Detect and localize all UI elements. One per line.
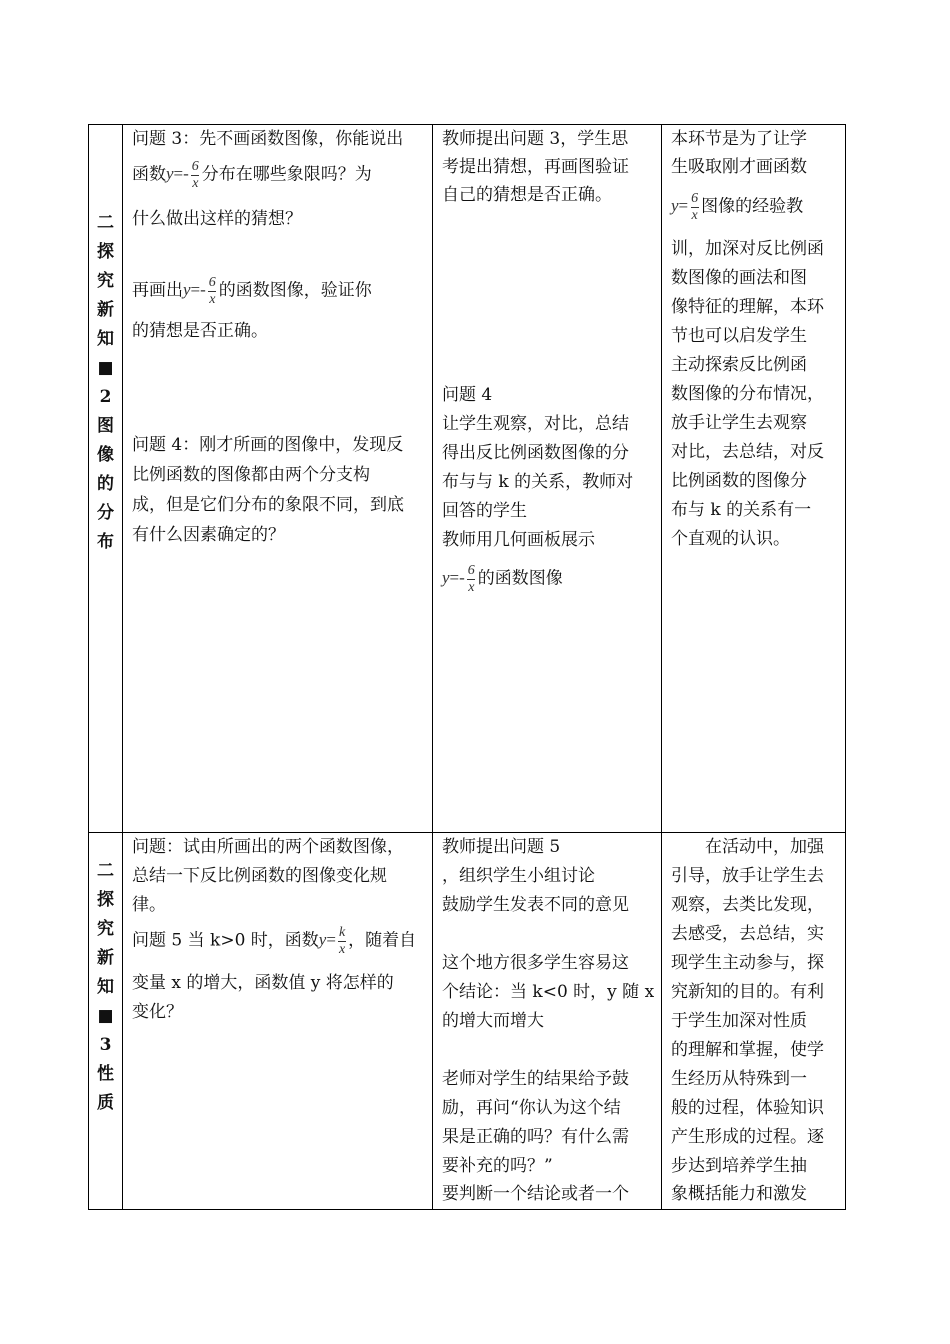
question-line: 问题：试由所画出的两个函数图像， [132, 837, 404, 857]
intent-line: 对比，去总结，对反 [671, 442, 824, 462]
table-row-distribution [89, 125, 846, 833]
label-char: 分 [97, 503, 114, 523]
denominator: x [209, 292, 216, 307]
activity-line: 教师提出问题 3，学生思 [442, 129, 629, 149]
activity-line: 励，再问“你认为这个结 [442, 1098, 621, 1118]
math-y: y [318, 930, 327, 950]
q3-line-1: 问题 3：先不画函数图像，你能说出 [132, 129, 404, 149]
activity-line: 要判断一个结论或者一个 [442, 1184, 629, 1204]
intent-line: 的理解和掌握，使学 [671, 1040, 824, 1060]
math-y: y [442, 568, 450, 588]
intent-line: 引导，放手让学生去 [671, 866, 824, 886]
label-char: 二 [97, 861, 114, 881]
denominator: x [338, 942, 346, 957]
intent-line: 数图像的分布情况， [671, 384, 824, 404]
formula-6-over-x [671, 191, 701, 223]
activity-line: 果是正确的吗？有什么需 [442, 1127, 629, 1147]
activity-line: 得出反比例函数图像的分 [442, 443, 629, 463]
question-line: 总结一下反比例函数的图像变化规 [132, 866, 387, 886]
intent-line: 步达到培养学生抽 [671, 1156, 807, 1176]
intent-line: 数图像的画法和图 [671, 268, 807, 288]
activity-line: 这个地方很多学生容易这 [442, 953, 629, 973]
intent-line: 本环节是为了让学 [671, 129, 807, 149]
numerator: 6 [467, 563, 475, 578]
intent-line: 训，加深对反比例函 [671, 239, 824, 259]
q4-line-3: 成，但是它们分布的象限不同，到底 [132, 495, 404, 515]
intent-line: 放手让学生去观察 [671, 413, 807, 433]
teacher-activity-cell [433, 125, 662, 832]
activity-line: 让学生观察，对比，总结 [442, 414, 629, 434]
intent-line: 究新知的目的。有利 [671, 982, 824, 1002]
intent-line: 生经历从特殊到一 [671, 1069, 807, 1089]
activity-line: 个结论：当 k<0 时，y 随 x [442, 982, 655, 1002]
question-cell [123, 125, 433, 832]
math-y: y [166, 164, 174, 184]
design-intent-cell [662, 125, 846, 832]
q3-line-3: 什么做出这样的猜想？ [132, 209, 302, 229]
intent-line: 于学生加深对性质 [671, 1011, 807, 1031]
math-op: =- [449, 568, 465, 588]
math-y: y [183, 280, 191, 300]
label-char: 性 [97, 1064, 114, 1084]
q3-line-2 [132, 159, 426, 192]
label-char: 知 [97, 329, 114, 349]
label-char: 像 [97, 445, 114, 465]
activity-line: 教师用几何画板展示 [442, 530, 595, 550]
math-op: =- [173, 164, 189, 184]
math-op: = [678, 196, 689, 216]
q4-line-1: 问题 4：刚才所画的图像中，发现反 [132, 435, 404, 455]
denominator: x [192, 176, 199, 191]
intent-line: 产生形成的过程。逐 [671, 1127, 824, 1147]
intent-line: 个直观的认识。 [671, 529, 790, 549]
label-char: ■ [97, 358, 114, 378]
denominator: x [691, 208, 698, 223]
question-line: 律。 [132, 895, 166, 915]
activity-line: 自己的猜想是否正确。 [442, 185, 612, 205]
activity-line: 考提出猜想，再画图验证 [442, 157, 629, 177]
label-char: 探 [97, 242, 114, 262]
redraw-line-1 [132, 275, 426, 308]
fraction [690, 191, 699, 224]
activity-line: 老师对学生的结果给予鼓 [442, 1069, 629, 1089]
math-y: y [671, 196, 679, 216]
section-label-vertical [89, 857, 122, 1118]
intent-line: 观察，去类比发现， [671, 895, 824, 915]
label-char: 探 [97, 890, 114, 910]
formula-neg6-over-x [166, 159, 202, 191]
activity-line: 要补充的吗？” [442, 1156, 553, 1176]
activity-line: 教师提出问题 5 [442, 837, 561, 857]
denominator: x [468, 580, 475, 595]
intent-line: 般的过程，体验知识 [671, 1098, 824, 1118]
intent-line: 现学生主动参与，探 [671, 953, 824, 973]
label-char: 3 [99, 1035, 112, 1055]
intent-line: 主动探索反比例函 [671, 355, 807, 375]
question-cell [123, 833, 433, 1209]
activity-line: ，组织学生小组讨论 [442, 866, 595, 886]
text: 的函数图像，验证你 [218, 280, 372, 301]
label-char: ■ [97, 1006, 114, 1026]
text: 函数 [132, 164, 166, 185]
label-char: 布 [97, 532, 114, 552]
text: 再画出 [132, 280, 183, 301]
label-char: 的 [97, 474, 114, 494]
intent-line: 去感受，去总结，实 [671, 924, 824, 944]
text: 图像的经验教 [701, 196, 804, 217]
fraction [191, 159, 200, 192]
intent-line: 比例函数的图像分 [671, 471, 807, 491]
question-line: 变化？ [132, 1002, 183, 1022]
label-char: 新 [97, 300, 114, 320]
numerator: 6 [191, 159, 199, 174]
activity-line-formula [442, 563, 656, 596]
section-label-cell [89, 125, 123, 832]
question-line-formula [132, 925, 426, 958]
label-char: 2 [99, 387, 112, 407]
text: 的函数图像 [477, 568, 563, 589]
text: 分布在哪些象限吗？为 [201, 164, 372, 185]
activity-line: 问题 4 [442, 385, 493, 405]
teacher-activity-cell [433, 833, 662, 1209]
math-op: = [326, 930, 336, 950]
activity-line: 的增大而增大 [442, 1011, 544, 1031]
label-char: 质 [97, 1093, 114, 1113]
label-char: 二 [97, 213, 114, 233]
design-intent-cell [662, 833, 846, 1209]
intent-line-formula [671, 191, 841, 224]
intent-line: 像特征的理解，本环 [671, 297, 824, 317]
activity-line: 回答的学生 [442, 501, 527, 521]
intent-line: 象概括能力和激发 [671, 1184, 807, 1204]
formula-k-over-x [318, 925, 348, 957]
intent-line: 布与 k 的关系有一 [671, 500, 812, 520]
redraw-line-2: 的猜想是否正确。 [132, 321, 268, 341]
table-row-properties [89, 833, 846, 1210]
numerator: k [338, 925, 346, 940]
q4-line-4: 有什么因素确定的？ [132, 525, 285, 545]
intent-line: 生吸取刚才画函数 [671, 157, 807, 177]
formula-neg6-over-x [442, 563, 478, 595]
activity-line: 布与与 k 的关系，教师对 [442, 472, 634, 492]
math-op: =- [190, 280, 206, 300]
fraction [208, 275, 217, 308]
fraction [338, 925, 346, 958]
label-char: 究 [97, 271, 114, 291]
intent-line: 在活动中，加强 [671, 837, 824, 857]
lesson-plan-table [88, 124, 846, 1210]
formula-neg6-over-x [183, 275, 219, 307]
label-char: 知 [97, 977, 114, 997]
numerator: 6 [208, 275, 216, 290]
text: 问题 5 当 k>0 时，函数 [132, 930, 319, 951]
label-char: 图 [97, 416, 114, 436]
activity-line: 鼓励学生发表不同的意见 [442, 895, 629, 915]
label-char: 究 [97, 919, 114, 939]
section-label-cell [89, 833, 123, 1209]
intent-line: 节也可以启发学生 [671, 326, 807, 346]
label-char: 新 [97, 948, 114, 968]
question-line: 变量 x 的增大，函数值 y 将怎样的 [132, 973, 394, 993]
text: ，随着自 [348, 930, 417, 951]
q4-line-2: 比例函数的图像都由两个分支构 [132, 465, 370, 485]
section-label-vertical [89, 209, 122, 557]
numerator: 6 [691, 191, 699, 206]
fraction [467, 563, 476, 596]
